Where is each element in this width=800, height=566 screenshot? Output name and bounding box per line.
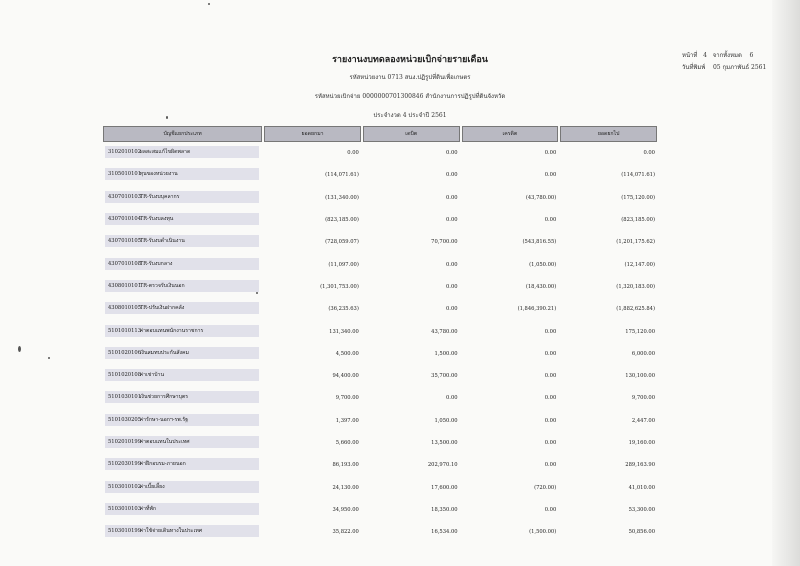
scan-speck [18, 346, 21, 352]
debit-cell: 0.00 [446, 283, 458, 290]
carried-forward-cell: (1,882,625.84) [616, 306, 655, 313]
account-cell [105, 525, 259, 537]
table-row [102, 253, 658, 275]
credit-cell: 0.00 [544, 150, 557, 157]
debit-cell: 70,700.00 [431, 239, 458, 246]
table-row [102, 365, 658, 387]
account-cell [105, 347, 259, 359]
account-name: TR-ตรวจรับเงินนอก [139, 282, 185, 289]
brought-forward-cell: (36,235.63) [328, 306, 359, 313]
account-code: 4307010103 [108, 193, 142, 200]
debit-cell: 202,970.10 [427, 462, 458, 469]
debit-cell: 0.00 [446, 194, 458, 201]
account-code: 5101010113 [108, 327, 142, 334]
carried-forward-cell: (114,071.61) [621, 172, 655, 179]
credit-cell: 0.00 [544, 506, 557, 513]
account-code: 4307010108 [108, 260, 142, 267]
table-row [102, 343, 658, 365]
account-code: 3105010101 [108, 171, 142, 178]
credit-cell: (18,430.00) [525, 283, 557, 290]
brought-forward-cell: 131,340.00 [329, 328, 359, 335]
account-cell [105, 235, 259, 247]
account-name: ค่าใช้จ่ายเดินทางในประเทศ [139, 528, 203, 535]
account-code: 4308010101 [108, 282, 142, 289]
debit-cell: 18,350.00 [431, 506, 458, 513]
account-code: 5101020106 [108, 349, 142, 356]
account-cell [105, 280, 259, 292]
disbursement-unit-line: รหัสหน่วยเบิกจ่าย 0000000701300846 สำนักงานการปฏิรูปที่ดินจังหวัด [314, 93, 506, 100]
debit-cell: 16,534.00 [431, 529, 458, 536]
brought-forward-cell: 86,193.00 [332, 462, 359, 469]
debit-cell: 0.00 [446, 261, 458, 268]
column-header: บัญชีแยกประเภท [103, 126, 262, 142]
column-header: ยอดยกไป [560, 126, 657, 142]
account-name: เงินสมทบประกันสังคม [139, 349, 189, 356]
carried-forward-cell: 50,856.00 [628, 529, 655, 536]
credit-cell: (43,780.00) [525, 194, 557, 201]
brought-forward-cell: (114,071.61) [325, 172, 359, 179]
account-cell [105, 146, 259, 158]
account-cell [105, 458, 259, 470]
debit-cell: 17,600.00 [431, 484, 458, 491]
credit-cell: (720.00) [534, 484, 557, 491]
page-label: หน้าที่ [682, 52, 698, 59]
account-name: ทุนของหน่วยงาน [139, 171, 178, 178]
credit-cell: 0.00 [544, 328, 557, 335]
account-cell [105, 481, 259, 493]
account-cell [105, 258, 259, 270]
scan-edge-shadow [772, 0, 800, 566]
scan-speck [166, 116, 168, 119]
print-date-row [682, 62, 766, 74]
account-code: 4308010105 [108, 305, 142, 312]
table-row [102, 432, 658, 454]
carried-forward-cell: (175,120.00) [621, 194, 655, 201]
debit-cell: 0.00 [446, 395, 458, 402]
account-code: 5103010102 [108, 483, 142, 490]
table-row [102, 387, 658, 409]
account-cell [105, 302, 259, 314]
report-title: รายงานงบทดลองหน่วยเบิกจ่ายรายเดือน [332, 55, 488, 65]
account-code: 5102030199 [108, 461, 142, 468]
brought-forward-cell: 94,400.00 [332, 373, 359, 380]
carried-forward-cell: 41,010.00 [628, 484, 655, 491]
account-name: TR-ปรับเงินฝากคลัง [139, 305, 185, 312]
account-code: 5101020108 [108, 372, 142, 379]
carried-forward-cell: 9,700.00 [631, 395, 655, 402]
table-row [102, 187, 658, 209]
carried-forward-cell: 289,163.90 [625, 462, 655, 469]
account-code: 5103010199 [108, 528, 142, 535]
credit-cell: (1,846,390.21) [517, 306, 557, 313]
account-code: 5101030205 [108, 416, 142, 423]
brought-forward-cell: 9,700.00 [335, 395, 359, 402]
carried-forward-cell: 6,000.00 [631, 350, 655, 357]
brought-forward-cell: 24,130.00 [332, 484, 359, 491]
carried-forward-cell: 2,447.00 [631, 417, 655, 424]
carried-forward-cell: (823,185.00) [621, 217, 655, 224]
brought-forward-cell: (1,301,753.00) [320, 283, 359, 290]
carried-forward-cell: 0.00 [643, 150, 655, 157]
carried-forward-cell: 19,160.00 [628, 440, 655, 446]
table-row [102, 209, 658, 231]
debit-cell: 1,050.00 [434, 417, 458, 424]
period-line: ประจำงวด 4 ประจำปี 2561 [373, 112, 447, 119]
total-pages-label: จากทั้งหมด [712, 52, 742, 59]
account-name: ค่าที่พัก [139, 505, 157, 512]
account-name: TR-รับงบบุคลากร [139, 193, 180, 200]
account-code: 4307010105 [108, 238, 142, 245]
credit-cell: 0.00 [544, 395, 557, 402]
page-info [682, 50, 766, 74]
brought-forward-cell: 34,950.00 [332, 506, 359, 513]
table-row [102, 298, 658, 320]
debit-cell: 35,700.00 [431, 373, 458, 380]
account-name: ค่าตอบแทนในประเทศ [139, 439, 190, 445]
account-cell [105, 436, 259, 448]
account-name: TR-รับงบลงทุน [139, 216, 174, 223]
carried-forward-cell: 130,100.00 [625, 373, 655, 380]
table-body [102, 142, 658, 543]
table-row [102, 410, 658, 432]
brought-forward-cell: 0.00 [347, 150, 359, 157]
total-pages: 6 [749, 52, 754, 59]
debit-cell: 0.00 [446, 172, 458, 179]
column-header: ยอดยกมา [264, 126, 361, 142]
brought-forward-cell: (11,097.00) [328, 261, 359, 268]
account-code: 4307010104 [108, 216, 142, 223]
credit-cell: 0.00 [544, 373, 557, 380]
account-name: TR-รับงบกลาง [139, 260, 173, 267]
debit-cell: 0.00 [446, 306, 458, 313]
carried-forward-cell: 175,120.00 [625, 328, 655, 335]
debit-cell: 43,780.00 [431, 328, 458, 335]
brought-forward-cell: 5,660.00 [335, 440, 359, 446]
scan-speck [48, 357, 50, 359]
credit-cell: (543,816.55) [522, 239, 557, 246]
credit-cell: (1,500.00) [529, 529, 557, 536]
account-name: เงินช่วยการศึกษาบุตร [139, 394, 189, 401]
table-row [102, 499, 658, 521]
scan-speck [256, 292, 258, 294]
account-cell [105, 369, 259, 381]
account-code: 3102010102 [108, 149, 142, 156]
credit-cell: 0.00 [544, 217, 557, 224]
brought-forward-cell: (823,185.00) [325, 217, 359, 224]
account-code: 5102010199 [108, 439, 142, 445]
debit-cell: 13,500.00 [431, 440, 458, 446]
debit-cell: 0.00 [446, 150, 458, 157]
table-row [102, 276, 658, 298]
debit-cell: 1,500.00 [434, 350, 458, 357]
account-name: ผลสะสมแก้ไขผิดพลาด [139, 149, 191, 156]
debit-cell: 0.00 [446, 217, 458, 224]
brought-forward-cell: 35,822.00 [332, 529, 359, 536]
table-row [102, 142, 658, 164]
credit-cell: 0.00 [544, 417, 557, 424]
account-name: ค่ารักษา-นอกฯ-รพ.รัฐ [139, 416, 189, 423]
carried-forward-cell: (1,320,183.00) [616, 283, 655, 290]
brought-forward-cell: (728,059.07) [325, 239, 359, 246]
table-row [102, 521, 658, 543]
account-name: ค่าเช่าบ้าน [139, 372, 164, 379]
page-number-row [682, 50, 766, 62]
print-date-label: วันที่พิมพ์ [682, 64, 706, 71]
table-row [102, 231, 658, 253]
carried-forward-cell: 53,300.00 [628, 506, 655, 513]
table-row [102, 320, 658, 342]
carried-forward-cell: (12,147.00) [624, 261, 655, 268]
column-header: เดบิต [363, 126, 460, 142]
account-code: 5103010103 [108, 505, 142, 512]
account-cell [105, 191, 259, 203]
table-row [102, 476, 658, 498]
page-number: 4 [703, 52, 707, 59]
account-name: ค่าตอบแทนพนักงานราชการ [139, 327, 204, 334]
scan-speck [208, 3, 210, 5]
account-name: ค่าฝึกอบรม-ภายนอก [139, 461, 186, 468]
brought-forward-cell: 4,500.00 [335, 350, 359, 357]
credit-cell: 0.00 [544, 172, 557, 179]
unit-line: รหัสหน่วยงาน 0713 สนง.ปฏิรูปที่ดินเพื่อเกษตร [349, 74, 471, 81]
account-name: TR-รับงบดำเนินงาน [139, 238, 185, 245]
table-header-row [102, 126, 658, 142]
carried-forward-cell: (1,201,175.62) [616, 239, 655, 246]
account-cell [105, 213, 259, 225]
brought-forward-cell: (131,340.00) [325, 194, 359, 201]
credit-cell: 0.00 [544, 440, 557, 446]
account-cell [105, 414, 259, 426]
account-cell [105, 503, 259, 515]
table-row [102, 164, 658, 186]
print-date: 05 กุมภาพันธ์ 2561 [712, 64, 767, 71]
credit-cell: (1,050.00) [529, 261, 557, 268]
account-name: ค่าเบี้ยเลี้ยง [139, 483, 165, 490]
account-code: 5101030101 [108, 394, 142, 401]
report-header [250, 52, 570, 129]
column-header: เครดิต [462, 126, 559, 142]
table-row [102, 454, 658, 476]
account-cell [105, 168, 259, 180]
trial-balance-table [102, 126, 658, 543]
credit-cell: 0.00 [544, 350, 557, 357]
account-cell [105, 391, 259, 403]
credit-cell: 0.00 [544, 462, 557, 469]
account-cell [105, 325, 259, 337]
brought-forward-cell: 1,397.00 [335, 417, 359, 424]
